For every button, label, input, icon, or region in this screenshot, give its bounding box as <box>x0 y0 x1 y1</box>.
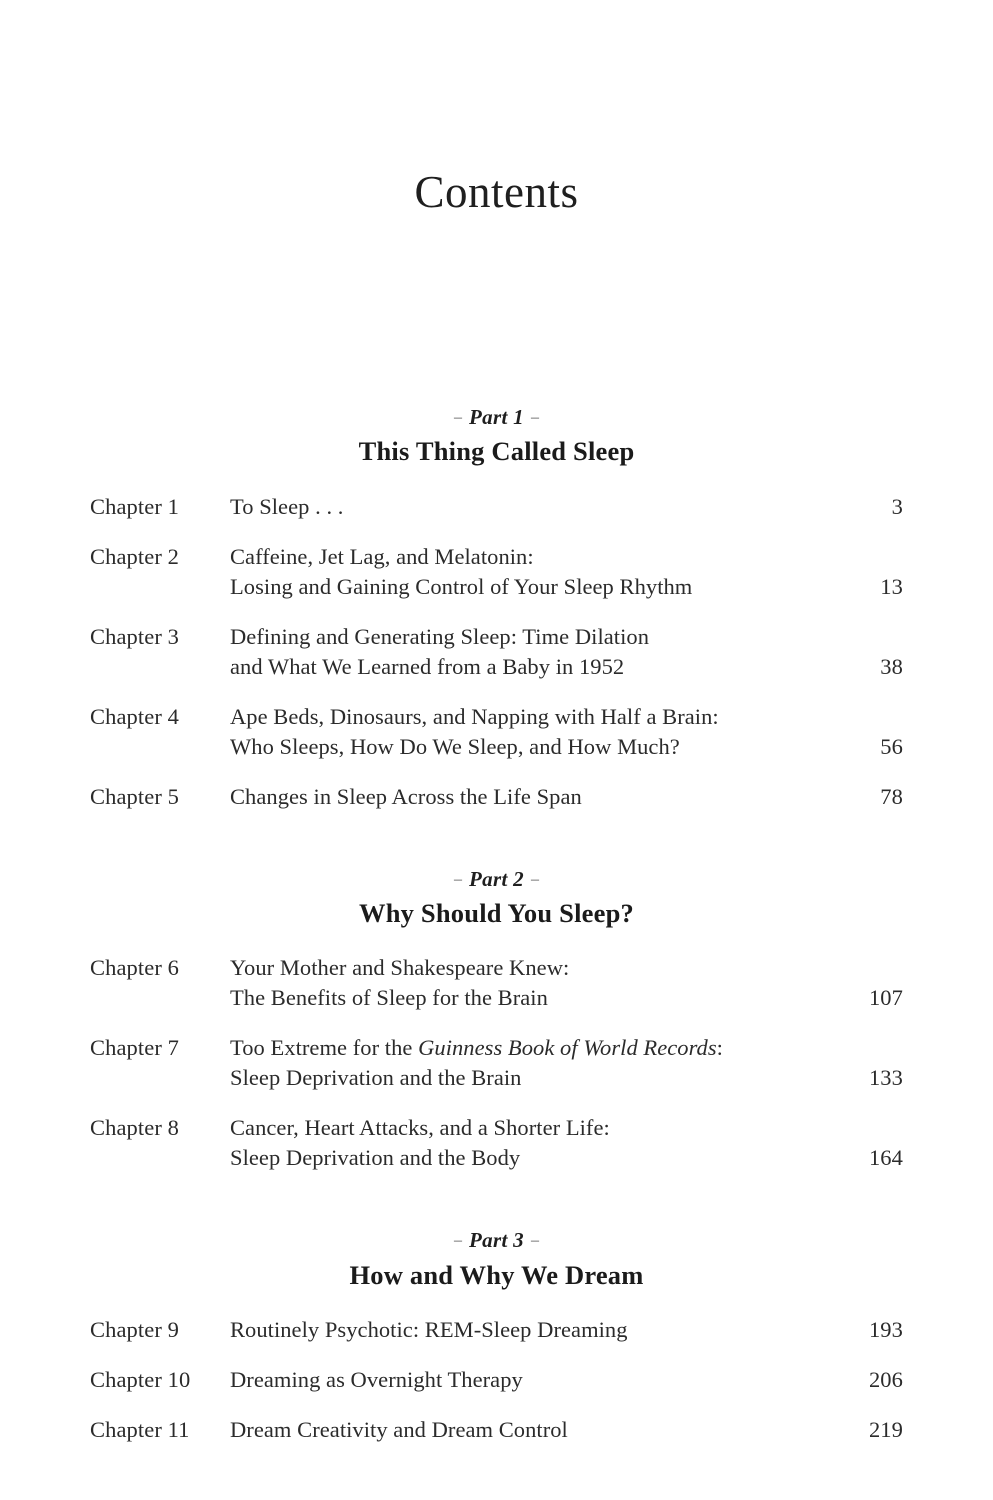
entry-title-line1: To Sleep . . . <box>230 493 344 519</box>
entry-chapter-label: Chapter 3 <box>90 623 179 649</box>
entry-title-line2: Sleep Deprivation and the Brain <box>230 1065 522 1091</box>
entry-chapter-label: Chapter 7 <box>90 1035 179 1061</box>
toc-entry[interactable] <box>90 542 903 602</box>
entry-page-number: 13 <box>880 573 903 599</box>
entry-title-line1: Your Mother and Shakespeare Knew: <box>230 955 570 981</box>
entry-title-line2: The Benefits of Sleep for the Brain <box>230 985 548 1011</box>
entry-chapter-label: Chapter 10 <box>90 1367 191 1393</box>
entry-chapter-label: Chapter 8 <box>90 1115 179 1141</box>
toc-entry[interactable] <box>90 782 903 812</box>
part-dash-right-icon: – <box>530 870 539 888</box>
entry-page-number: 38 <box>880 653 903 679</box>
entry-chapter-label: Chapter 6 <box>90 955 179 981</box>
entry-title <box>230 542 845 602</box>
toc-entry[interactable] <box>90 1315 903 1345</box>
entry-title <box>230 1415 845 1445</box>
entry-title <box>230 1365 845 1395</box>
entry-title-line1: Caffeine, Jet Lag, and Melatonin: <box>230 543 534 569</box>
part-dash-left-icon: – <box>454 870 463 888</box>
part-section-3 <box>90 1227 903 1292</box>
entry-page-number: 206 <box>868 1367 903 1393</box>
entry-chapter-label: Chapter 1 <box>90 493 179 519</box>
entries-part-1 <box>90 492 903 812</box>
entry-title <box>230 622 845 682</box>
part-dash-left-icon: – <box>454 1232 463 1250</box>
part-dash-left-icon: – <box>454 409 463 427</box>
part-label-3 <box>90 1227 903 1253</box>
entry-title-line1: Dream Creativity and Dream Control <box>230 1417 568 1443</box>
entry-page-number: 107 <box>868 985 903 1011</box>
entry-chapter-label: Chapter 4 <box>90 703 179 729</box>
entry-title-prefix: Too Extreme for the <box>230 1035 419 1061</box>
entry-title-line1: Defining and Generating Sleep: Time Dilation <box>230 623 650 649</box>
toc-entry[interactable] <box>90 1033 903 1093</box>
part-section-2 <box>90 866 903 931</box>
toc-entry[interactable] <box>90 1415 903 1445</box>
entry-page-number: 164 <box>868 1145 903 1171</box>
entry-title-line2: and What We Learned from a Baby in 1952 <box>230 653 625 679</box>
part-title-1: This Thing Called Sleep <box>358 436 635 467</box>
part-dash-right-icon: – <box>530 409 539 427</box>
entry-chapter-label: Chapter 2 <box>90 543 179 569</box>
part-number-1: Part 1 <box>469 405 524 429</box>
entry-chapter-label: Chapter 9 <box>90 1317 179 1343</box>
entries-part-3 <box>90 1315 903 1445</box>
entry-chapter-label: Chapter 5 <box>90 783 179 809</box>
entry-chapter-label: Chapter 11 <box>90 1417 190 1443</box>
entry-title-italic-book: Guinness Book of World Records <box>418 1035 717 1061</box>
page-title: Contents <box>414 167 579 218</box>
toc-entry[interactable] <box>90 953 903 1013</box>
part-label-1 <box>90 404 903 430</box>
part-number-3: Part 3 <box>469 1228 524 1253</box>
entry-title-line1 <box>230 1035 723 1060</box>
entry-title <box>230 782 845 812</box>
entry-title-line1: Dreaming as Overnight Therapy <box>230 1367 523 1393</box>
entry-title <box>230 492 845 522</box>
toc-entry[interactable] <box>90 492 903 522</box>
entries-part-2 <box>90 953 903 1173</box>
part-number-2: Part 2 <box>469 866 524 891</box>
toc-entry[interactable] <box>90 1365 903 1395</box>
entry-title-suffix: : <box>716 1035 723 1061</box>
entry-title-line1: Cancer, Heart Attacks, and a Shorter Life: <box>230 1115 610 1141</box>
part-label-2 <box>90 866 903 892</box>
part-dash-right-icon: – <box>530 1232 539 1250</box>
entry-title <box>230 1113 845 1173</box>
toc-entry[interactable] <box>90 622 903 682</box>
entry-title <box>230 1033 845 1093</box>
toc-body <box>90 404 903 1445</box>
part-title-2: Why Should You Sleep? <box>359 897 634 928</box>
entry-title <box>230 1315 845 1345</box>
entry-title-line2: Sleep Deprivation and the Body <box>230 1145 521 1171</box>
entry-page-number: 133 <box>868 1065 903 1091</box>
entry-title <box>230 953 845 1013</box>
toc-entry[interactable] <box>90 1113 903 1173</box>
entry-title-line1: Ape Beds, Dinosaurs, and Napping with Half a Brain: <box>230 703 719 729</box>
entry-title-line1: Routinely Psychotic: REM-Sleep Dreaming <box>230 1317 628 1343</box>
toc-entry[interactable] <box>90 702 903 762</box>
entry-page-number: 3 <box>891 493 903 519</box>
entry-title-line2: Losing and Gaining Control of Your Sleep Rhythm <box>230 573 693 599</box>
part-section-1 <box>90 404 903 469</box>
part-title-3: How and Why We Dream <box>349 1259 644 1290</box>
entry-title-line1: Changes in Sleep Across the Life Span <box>230 783 582 809</box>
entry-page-number: 219 <box>868 1417 903 1443</box>
entry-page-number: 78 <box>880 783 903 809</box>
entry-page-number: 193 <box>868 1317 903 1343</box>
entry-page-number: 56 <box>880 733 903 759</box>
entry-title <box>230 702 845 762</box>
entry-title-line2: Who Sleeps, How Do We Sleep, and How Much? <box>230 733 680 759</box>
